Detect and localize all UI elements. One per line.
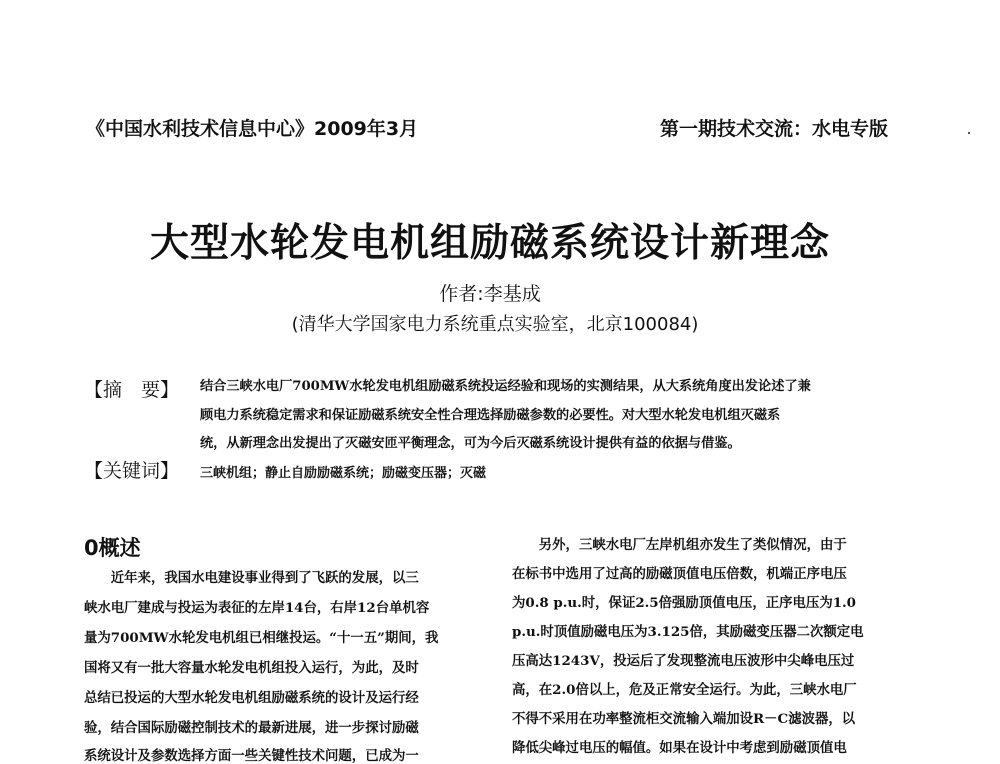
scan-speck	[968, 132, 970, 134]
body-text-line: 高，在2.0倍以上，危及正常安全运行。为此，三峡水电厂	[512, 682, 857, 698]
body-text-line: 压高达1243V，投运后了发现整流电压波形中尖峰电压过	[512, 653, 855, 669]
paper-title: 大型水轮发电机组励磁系统设计新理念	[149, 220, 830, 266]
journal-header: 《中国水利技术信息中心》2009年3月	[86, 118, 419, 140]
author-line: 作者:李基成	[439, 283, 541, 305]
body-text-line: 另外，三峡水电厂左岸机组亦发生了类似情况，由于	[512, 537, 847, 553]
keywords-label: 【关键词】	[84, 460, 180, 482]
body-text-line: 量为700MW水轮发电机组已相继投运。“十一五”期间，我	[84, 630, 439, 646]
affiliation-line: (清华大学国家电力系统重点实验室，北京100084)	[291, 314, 699, 335]
abstract-line: 统，从新理念出发提出了灭磁安匝平衡理念，可为今后灭磁系统设计提供有益的依据与借鉴。	[200, 436, 741, 451]
body-text-line: 为0.8 p.u.时，保证2.5倍强励顶值电压，正序电压为1.0	[512, 595, 857, 611]
body-text-line: 近年来，我国水电建设事业得到了飞跃的发展，以三	[84, 570, 419, 586]
abstract-label: 【摘 要】	[84, 379, 180, 401]
body-text-line: 国将又有一批大容量水轮发电机组投入运行，为此，及时	[84, 660, 419, 676]
body-text-line: 验，结合国际励磁控制技术的最新进展，进一步探讨励磁	[84, 720, 419, 736]
body-text-line: 不得不采用在功率整流柜交流输入端加设R－C滤波器，以	[512, 711, 856, 727]
body-text-line: 在标书中选用了过高的励磁顶值电压倍数，机端正序电压	[512, 566, 847, 582]
body-text-line: 峡水电厂建成与投运为表征的左岸14台，右岸12台单机容	[84, 600, 430, 616]
body-text-line: 系统设计及参数选择方面一些关键性技术问题，已成为一	[84, 748, 419, 764]
section-heading: 0概述	[84, 536, 141, 560]
keywords-text: 三峡机组；静止自励励磁系统；励磁变压器；灭磁	[200, 466, 487, 481]
abstract-line: 结合三峡水电厂700MW水轮发电机组励磁系统投运经验和现场的实测结果，从大系统角度出发论述了兼	[200, 379, 811, 394]
body-text-line: 总结已投运的大型水轮发电机组励磁系统的设计及运行经	[84, 690, 419, 706]
abstract-line: 顾电力系统稳定需求和保证励磁系统安全性合理选择励磁参数的必要性。对大型水轮发电机组灭磁系	[200, 408, 781, 423]
body-text-line: p.u.时顶值励磁电压为3.125倍，其励磁变压器二次额定电	[512, 624, 864, 640]
issue-header: 第一期技术交流：水电专版	[660, 118, 889, 140]
body-text-line: 降低尖峰过电压的幅值。如果在设计中考虑到励磁顶值电	[512, 740, 847, 756]
